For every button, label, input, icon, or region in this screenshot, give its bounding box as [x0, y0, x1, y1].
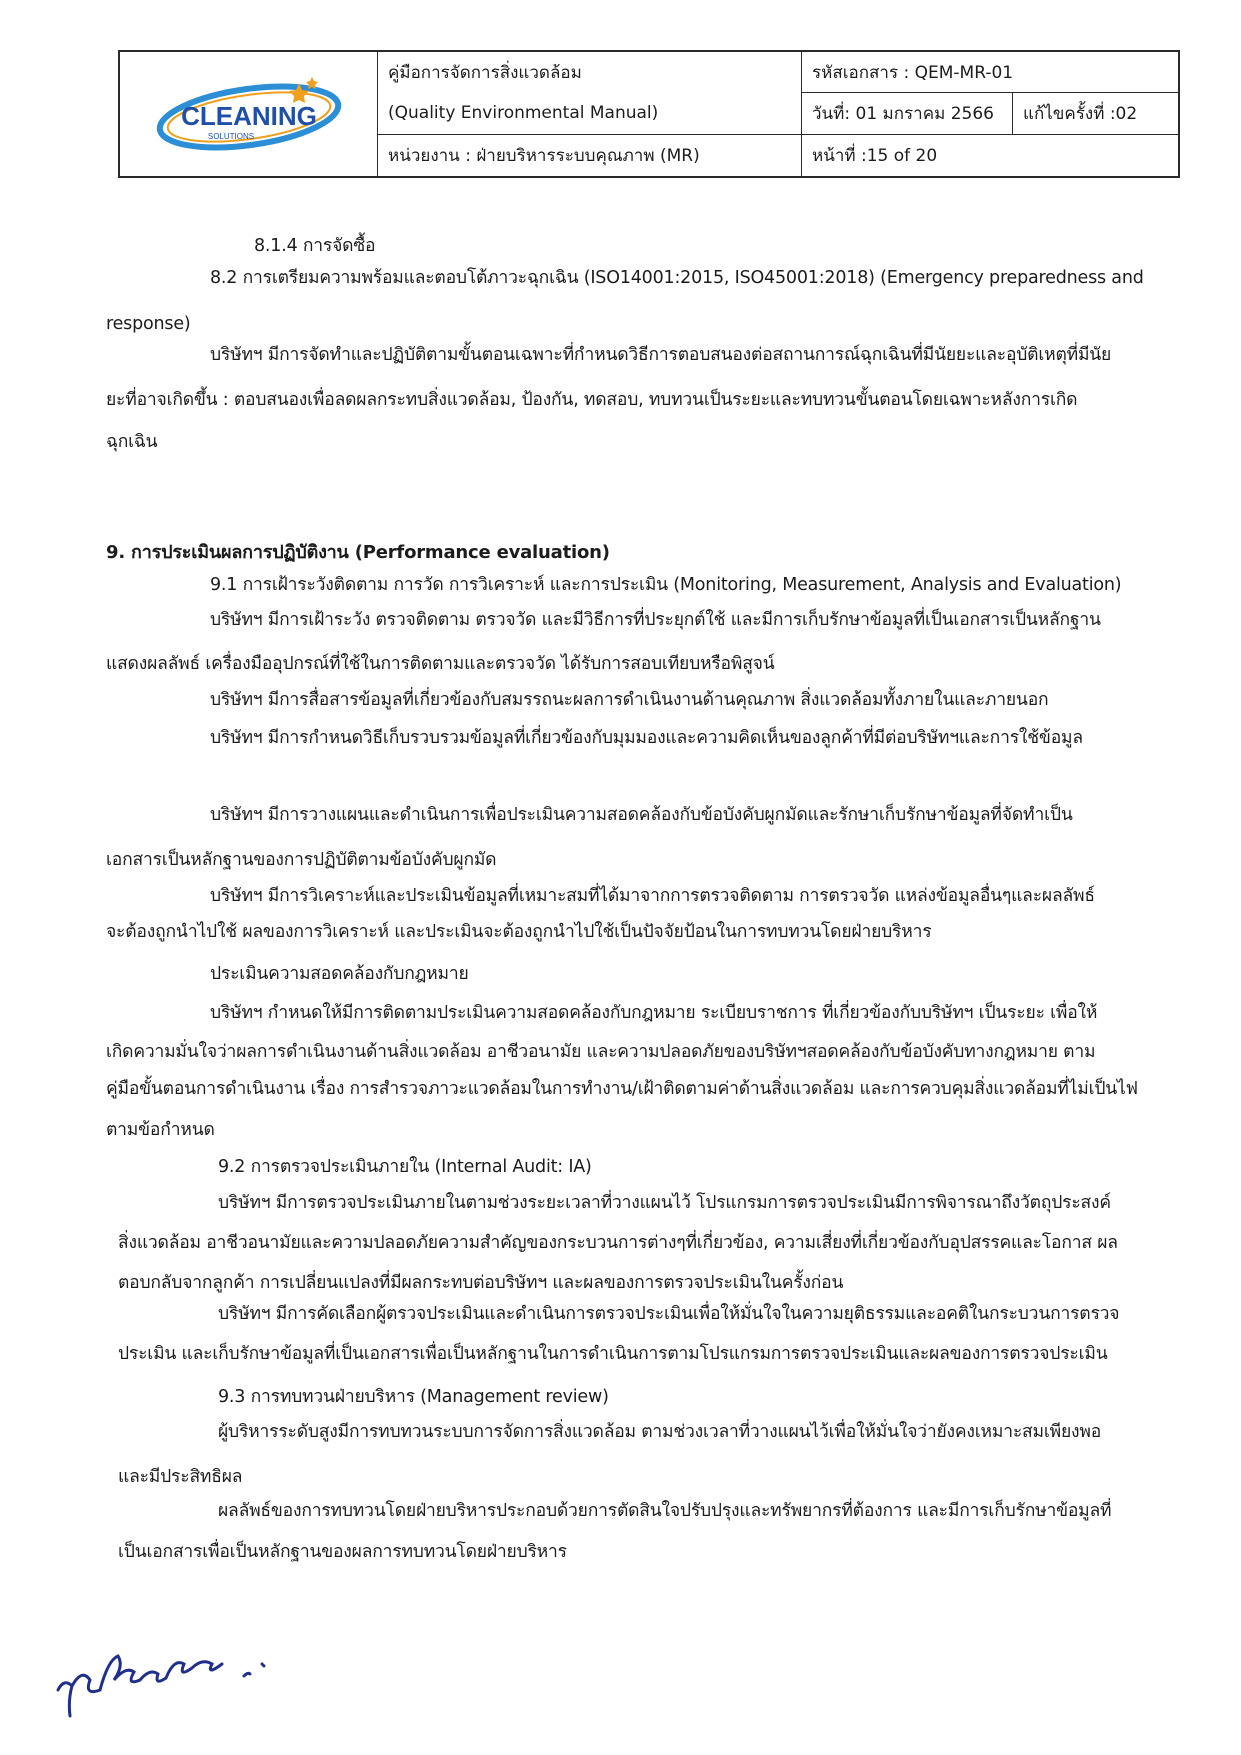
text-line: บริษัทฯ กำหนดให้มีการติดตามประเมินความสอดคล้องกับกฎหมาย ระเบียบราชการ ที่เกี่ยวข้องกับบริษัทฯ เป็นระยะ เพื่อให้ [210, 1003, 1098, 1023]
logo-text: CLEANING [180, 100, 317, 131]
text-line: บริษัทฯ มีการเฝ้าระวัง ตรวจติดตาม ตรวจวัด และมีวิธีการที่ประยุกต์ใช้ และมีการเก็บรักษาข้อมูลที่เป็นเอกสารเป็นหลักฐาน [210, 610, 1101, 630]
text-line: ประเมินความสอดคล้องกับกฎหมาย [210, 964, 469, 984]
text-line: บริษัทฯ มีการวิเคราะห์และประเมินข้อมูลที่เหมาะสมที่ได้มาจากการตรวจติดตาม การตรวจวัด แหล่งข้อมูลอื่นๆและผลลัพธ์ [210, 886, 1095, 906]
subsection-heading: 9.1 การเฝ้าระวังติดตาม การวัด การวิเคราะห์ และการประเมิน (Monitoring, Measurement, Analysis and Evaluation) [210, 575, 1122, 595]
document-code: รหัสเอกสาร : QEM-MR-01 [802, 52, 1178, 93]
text-line: 8.2 การเตรียมความพร้อมและตอบโต้ภาวะฉุกเฉิน (ISO14001:2015, ISO45001:2018) (Emergency preparedness and [210, 268, 1144, 288]
subsection-heading: 9.3 การทบทวนฝ่ายบริหาร (Management review) [218, 1387, 609, 1407]
text-line: ฉุกเฉิน [106, 432, 158, 452]
issue-date: วันที่: 01 มกราคม 2566 [802, 93, 1013, 134]
text-line: ประเมิน และเก็บรักษาข้อมูลที่เป็นเอกสารเพื่อเป็นหลักฐานในการดำเนินการตามโปรแกรมการตรวจประเมินและผลของการตรวจประเมิน [118, 1344, 1108, 1364]
company-logo [120, 52, 378, 176]
text-line: response) [106, 314, 191, 334]
text-line: เป็นเอกสารเพื่อเป็นหลักฐานของผลการทบทวนโดยฝ่ายบริหาร [118, 1542, 567, 1562]
section-heading: 9. การประเมินผลการปฏิบัติงาน (Performance evaluation) [106, 542, 610, 563]
logo-subtext: SOLUTIONS [207, 131, 254, 141]
text-line: บริษัทฯ มีการคัดเลือกผู้ตรวจประเมินและดำเนินการตรวจประเมินเพื่อให้มั่นใจในความยุติธรรมและอคติในกระบวนการตรวจ [218, 1304, 1120, 1324]
text-line: แสดงผลลัพธ์ เครื่องมืออุปกรณ์ที่ใช้ในการติดตามและตรวจวัด ได้รับการสอบเทียบหรือพิสูจน์ [106, 654, 775, 674]
text-line: จะต้องถูกนำไปใช้ ผลของการวิเคราะห์ และประเมินจะต้องถูกนำไปใช้เป็นปัจจัยป้อนในการทบทวนโดยฝ่ายบริหาร [106, 922, 932, 942]
revision-number: แก้ไขครั้งที่ :02 [1013, 93, 1178, 134]
text-line: ผู้บริหารระดับสูงมีการทบทวนระบบการจัดการสิ่งแวดล้อม ตามช่วงเวลาที่วางแผนไว้เพื่อให้มั่นใจว่ายังคงเหมาะสมเพียงพอ [218, 1422, 1102, 1442]
text-line: สิ่งแวดล้อม อาชีวอนามัยและความปลอดภัยความสำคัญของกระบวนการต่างๆที่เกี่ยวข้อง, ความเสี่ยงที่เกี่ยวข้องกับอุปสรรคและโอกาส ผล [118, 1233, 1118, 1253]
text-line: ตามข้อกำหนด [106, 1120, 215, 1140]
text-line: 8.1.4 การจัดซื้อ [254, 236, 376, 256]
text-line: คู่มือขั้นตอนการดำเนินงาน เรื่อง การสำรวจภาวะแวดล้อมในการทำงาน/เฝ้าติดตามค่าด้านสิ่งแวดล้อม และการควบคุมสิ่งแวดล้อมที่ไม่เป็นไฟ [106, 1079, 1138, 1099]
text-line: และมีประสิทธิผล [118, 1467, 243, 1487]
subsection-heading: 9.2 การตรวจประเมินภายใน (Internal Audit: IA) [218, 1157, 592, 1177]
text-line: บริษัทฯ มีการกำหนดวิธีเก็บรวบรวมข้อมูลที่เกี่ยวข้องกับมุมมองและความคิดเห็นของลูกค้าที่มีต่อบริษัทฯและการใช้ข้อมูล [210, 728, 1083, 748]
text-line: บริษัทฯ มีการสื่อสารข้อมูลที่เกี่ยวข้องกับสมรรถนะผลการดำเนินงานด้านคุณภาพ สิ่งแวดล้อมทั้งภายในและภายนอก [210, 690, 1049, 710]
manual-title-thai: คู่มือการจัดการสิ่งแวดล้อม [378, 52, 802, 93]
document-header-table [118, 50, 1180, 178]
text-line: ตอบกลับจากลูกค้า การเปลี่ยนแปลงที่มีผลกระทบต่อบริษัทฯ และผลของการตรวจประเมินในครั้งก่อน [118, 1273, 844, 1293]
text-line: เอกสารเป็นหลักฐานของการปฏิบัติตามข้อบังคับผูกมัด [106, 850, 497, 870]
text-line: บริษัทฯ มีการจัดทำและปฏิบัติตามขั้นตอนเฉพาะที่กำหนดวิธีการตอบสนองต่อสถานการณ์ฉุกเฉินที่มีนัยยะและอุบัติเหตุที่มีนัย [210, 345, 1112, 365]
text-line: เกิดความมั่นใจว่าผลการดำเนินงานด้านสิ่งแวดล้อม อาชีวอนามัย และความปลอดภัยของบริษัทฯสอดคล้องกับข้อบังคับทางกฎหมาย ตาม [106, 1042, 1096, 1062]
page-number: หน้าที่ :15 of 20 [812, 145, 938, 166]
department: หน่วยงาน : ฝ่ายบริหารระบบคุณภาพ (MR) [378, 135, 802, 176]
text-line: ผลลัพธ์ของการทบทวนโดยฝ่ายบริหารประกอบด้วยการตัดสินใจปรับปรุงและทรัพยากรที่ต้องการ และมีการเก็บรักษาข้อมูลที่ [218, 1501, 1112, 1521]
text-line: บริษัทฯ มีการวางแผนและดำเนินการเพื่อประเมินความสอดคล้องกับข้อบังคับผูกมัดและรักษาเก็บรักษาข้อมูลที่จัดทำเป็น [210, 805, 1073, 825]
manual-title-english: (Quality Environmental Manual) [378, 93, 802, 134]
signature-icon [48, 1620, 288, 1730]
cleaning-logo-icon [149, 69, 349, 159]
text-line: บริษัทฯ มีการตรวจประเมินภายในตามช่วงระยะเวลาที่วางแผนไว้ โปรแกรมการตรวจประเมินมีการพิจารณาถึงวัตถุประสงค์ [218, 1193, 1111, 1213]
text-line: ยะที่อาจเกิดขึ้น : ตอบสนองเพื่อลดผลกระทบสิ่งแวดล้อม, ป้องกัน, ทดสอบ, ทบทวนเป็นระยะและทบทวนขั้นตอนโดยเฉพาะหลังการเกิด [106, 390, 1078, 410]
